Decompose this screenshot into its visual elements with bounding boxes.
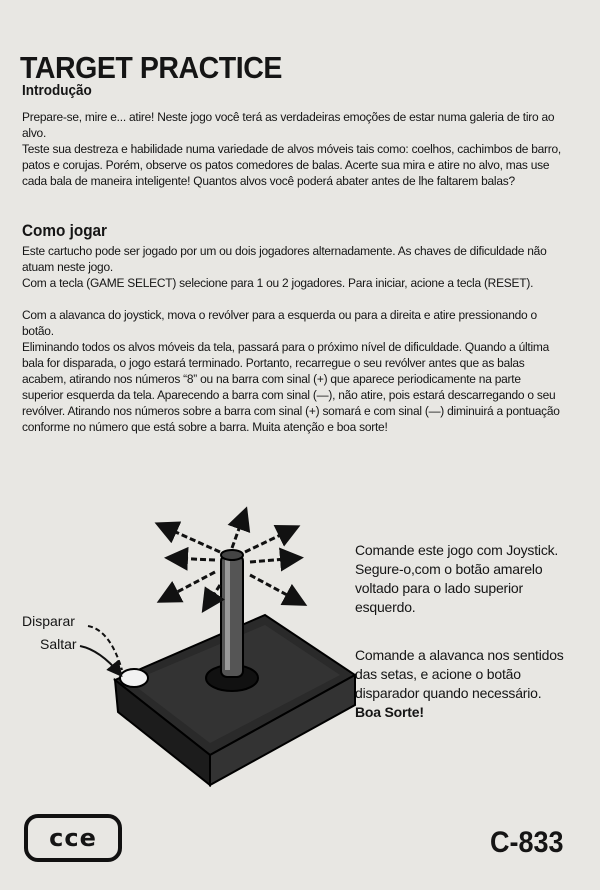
page-title: TARGET PRACTICE <box>20 50 282 85</box>
boa-sorte-text: Boa Sorte! <box>355 704 424 720</box>
joystick-instructions: Comande este jogo com Joystick. Segure-o,com o botão amarelo voltado para o lado superior esquerdo. <box>355 542 559 615</box>
como-paragraph-2: Com a tecla (GAME SELECT) selecione para 1 ou 2 jogadores. Para iniciar, acione a tecla (RESET). <box>22 276 534 290</box>
como-paragraph-3: Com a alavanca do joystick, mova o revólver para a esquerda ou para a direita e atire pressionando o botão. <box>22 308 537 338</box>
intro-paragraph-1: Prepare-se, mire e... atire! Neste jogo você terá as verdadeiras emoções de estar numa galeria de tiro ao alvo. <box>22 110 555 140</box>
joystick-illustration-icon <box>60 500 360 800</box>
control-instructions-text: Comande a alavanca nos sentidos das setas, e acione o botão disparador quando necessário. <box>355 647 564 701</box>
como-paragraph-1: Este cartucho pode ser jogado por um ou dois jogadores alternadamente. As chaves de dificuldade não atuam neste jogo. <box>22 244 547 274</box>
product-code: C-833 <box>490 826 564 859</box>
intro-paragraph-2: Teste sua destreza e habilidade numa variedade de alvos móveis tais como: coelhos, cachimbos de barro, patos e corujas. Porém, observe os patos comedores de balas. Acerte sua mira e atire no alvo, mas use cada bala de maneira inteligente! Quantos alvos você poderá abater antes de lhe faltarem balas? <box>22 142 562 188</box>
control-instructions <box>355 646 580 722</box>
saltar-label: Saltar <box>40 636 77 652</box>
como-paragraph-4: Eliminando todos os alvos móveis da tela, passará para o próximo nível de dificuldade. Quando a última bala for disparada, o jogo estará terminado. Portanto, recarregue o seu revólver antes que as balas acabem, atirando nos números “8” ou na barra com sinal (+) que aparece periodicamente na parte superior esquerda da tela. Aparecendo a barra com sinal (—), não atire, pois estará descarregando o seu revólver. Atirando nos números sobre a barra com sinal (+) somará e com sinal (—) diminuirá a pontuação conforme no número que está sobre a barra. Muita atenção e boa sorte! <box>22 340 560 434</box>
disparar-label: Disparar <box>22 613 75 629</box>
logo-text: cce <box>49 824 97 852</box>
intro-heading: Introdução <box>22 82 92 99</box>
como-jogar-heading: Como jogar <box>22 221 108 240</box>
cce-logo-icon <box>24 814 122 862</box>
